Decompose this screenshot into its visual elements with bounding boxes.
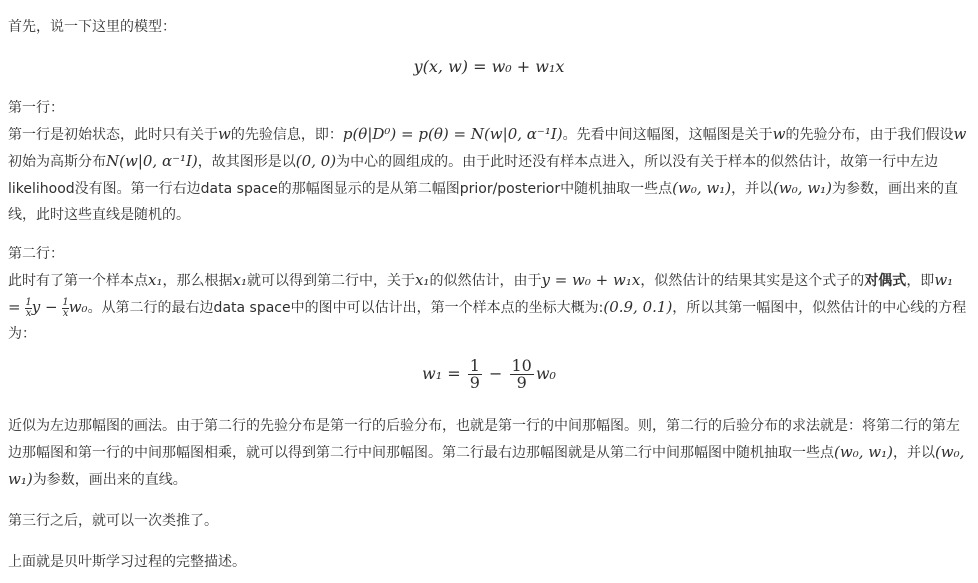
frac-den: 9 — [469, 373, 480, 392]
row2-text-e: ，似然估计的结果其实是这个式子的 — [640, 273, 865, 289]
var-w: w — [953, 125, 967, 143]
intro-text: 首先，说一下这里的模型： — [8, 19, 176, 35]
var-x1: x₁ — [232, 271, 247, 289]
row2-text-h: ，所以其第一幅图中，似然估计的中心线的方程为： — [8, 300, 967, 342]
f2-minus: − — [489, 364, 503, 383]
likelihood-centerline-formula — [0, 358, 978, 391]
frac-1-over-9 — [468, 358, 482, 391]
prior-formula: p(θ|D⁰) = p(θ) = N(w|0, α⁻¹I) — [342, 125, 563, 143]
frac-10-over-9 — [510, 358, 534, 391]
var-w: w — [772, 125, 786, 143]
row2-heading: 第二行： — [8, 246, 64, 262]
row1-text-i: 为参数，画出来的直线，此时这些直线是随机的。 — [8, 181, 959, 223]
points-w0-w1: (w₀, w₁) — [834, 443, 893, 461]
points-w0-w1: (w₀, w₁) — [672, 179, 732, 197]
row2-paragraph — [8, 267, 970, 347]
dual-lhs: w₁ = — [8, 271, 954, 316]
frac-num: 1 — [469, 356, 480, 375]
row1-text-d: 的先验分布，由于我们假设 — [785, 127, 954, 143]
row2-text-b: ，那么根据 — [162, 273, 233, 289]
frac-num: 1 — [62, 296, 69, 308]
row2-text-d: 的似然估计，由于 — [429, 273, 542, 289]
row2-text-c: 就可以得到第二行中，关于 — [246, 273, 415, 289]
f2-lhs: w₁ = — [422, 364, 461, 383]
gauss-formula: N(w|0, α⁻¹I) — [106, 152, 198, 170]
row2-text-f: ，即 — [906, 273, 935, 289]
points-w0-w1: (w₀, w₁) — [8, 443, 965, 488]
center-point: (0, 0) — [295, 152, 337, 170]
var-x1: x₁ — [414, 271, 430, 289]
var-w: w — [218, 125, 231, 143]
row1-text-a: 第一行是初始状态，此时只有关于 — [8, 127, 218, 143]
f2-tail: w₀ — [535, 364, 556, 383]
row1-heading: 第一行： — [8, 100, 64, 116]
row1-section — [8, 95, 970, 228]
var-x1: x₁ — [148, 271, 163, 289]
row3-text: 第三行之后，就可以一次类推了。 — [8, 513, 218, 529]
dual-term: 对偶式 — [864, 273, 907, 289]
frac-den: 9 — [516, 373, 527, 392]
dual-mid: y − — [31, 298, 58, 316]
row2-paragraph-2 — [8, 413, 970, 493]
row2-section — [8, 241, 970, 347]
row1-text-b: 的先验信息，即： — [230, 127, 343, 143]
points-w0-w1: (w₀, w₁) — [773, 179, 833, 197]
frac-num: 10 — [511, 356, 532, 375]
row1-text-c: 。先看中间这幅图，这幅图是关于 — [562, 127, 773, 143]
row2-text-k: 为参数，画出来的直线。 — [32, 472, 187, 488]
model-formula: y(x, w) = w₀ + w₁x — [413, 57, 565, 76]
row1-text-e: 初始为高斯分布 — [8, 154, 106, 170]
row2-text-a: 此时有了第一个样本点 — [8, 273, 148, 289]
model-equation: y = w₀ + w₁x — [541, 271, 641, 289]
row2-continued — [8, 413, 970, 493]
row1-text-h: ，并以 — [731, 181, 774, 197]
row1-paragraph — [8, 121, 970, 228]
row1-text-f: ，故其图形是以 — [197, 154, 296, 170]
row2-text-g: 。从第二行的最右边data space中的图中可以估计出，第一个样本点的坐标大概为: — [87, 300, 604, 316]
dual-tail: w₀ — [68, 298, 88, 316]
frac-num: 1 — [25, 296, 32, 308]
row2-text-j: ，并以 — [892, 445, 935, 461]
row1-text-g: 为中心的圆组成的。由于此时还没有样本点进入，所以没有关于样本的似然估计，故第一行中左边likelihood没有图。第一行右边data space的那幅图显示的是从第二幅图prior/posterior中随机抽取一些点 — [8, 154, 939, 197]
frac-den: x — [62, 307, 69, 319]
frac-den: x — [25, 307, 32, 319]
summary-text: 上面就是贝叶斯学习过程的完整描述。 — [8, 554, 246, 570]
sample-point: (0.9, 0.1) — [603, 298, 673, 316]
row2-text-i: 近似为左边那幅图的画法。由于第二行的先验分布是第一行的后验分布，也就是第一行的中间那幅图。则，第二行的后验分布的求法就是：将第二行的第左边那幅图和第一行的中间那幅图相乘，就可以得到第二行中间那幅图。第二行最右边那幅图就是从第二行中间那幅图中随机抽取一些点 — [8, 418, 960, 461]
